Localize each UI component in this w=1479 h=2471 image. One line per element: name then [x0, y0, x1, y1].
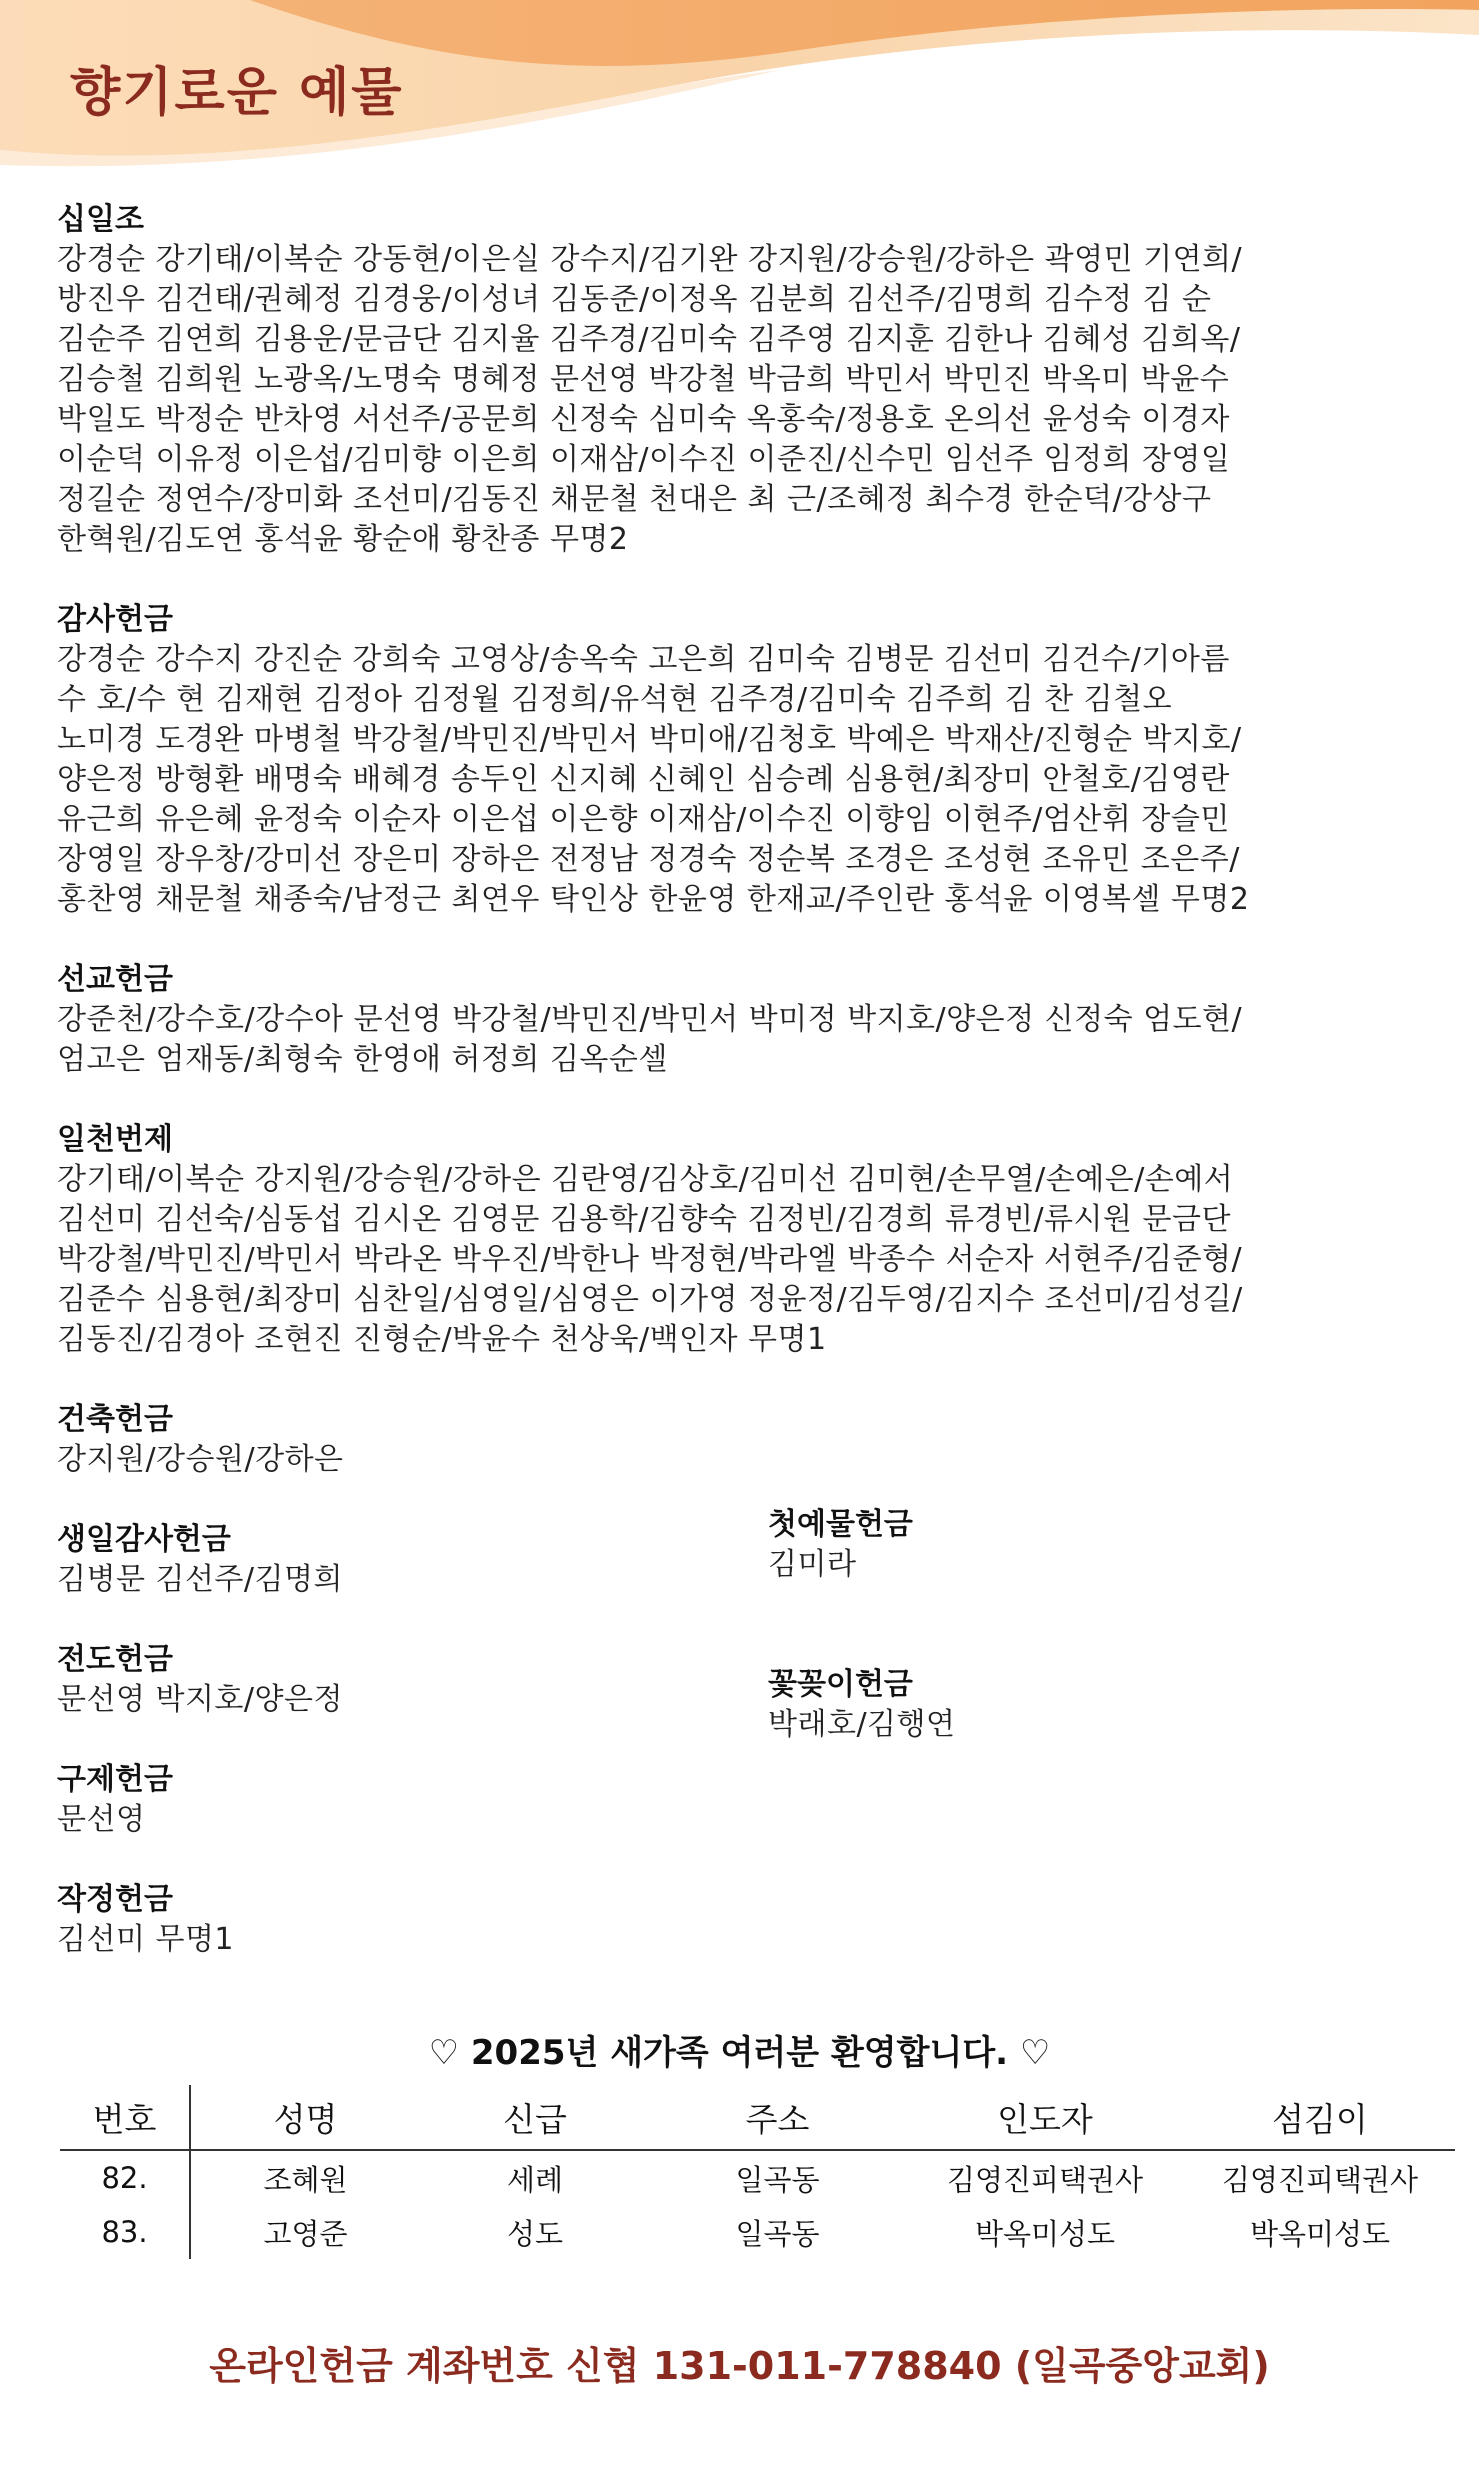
- name-line: 양은정 방형환 배명숙 배혜경 송두인 신지혜 신혜인 심승례 심용현/최장미 안철호/김영란: [57, 762, 1230, 797]
- section-title: 구제헌금: [57, 1762, 173, 1797]
- name-line: 강경순 강수지 강진순 강희숙 고영상/송옥숙 고은희 김미숙 김병문 김선미 김건수/기아름: [57, 642, 1230, 677]
- name-line: 김병문 김선주/김명희: [57, 1562, 343, 1597]
- name-line: 엄고은 엄재동/최형숙 한영애 허정희 김옥순셀: [57, 1042, 668, 1077]
- section-title: 감사헌금: [57, 602, 173, 637]
- cell-address: 일곡동: [735, 2162, 820, 2197]
- name-line: 강경순 강기태/이복순 강동현/이은실 강수지/김기완 강지원/강승원/강하은 곽영민 기연희/: [57, 242, 1243, 277]
- name-line: 정길순 정연수/장미화 조선미/김동진 채문철 천대은 최 근/조혜정 최수경 한순덕/강상구: [57, 482, 1212, 517]
- section-title: 건축헌금: [57, 1402, 173, 1437]
- section-title: 일천번제: [57, 1122, 173, 1157]
- section-birthday: [57, 1520, 343, 1600]
- name-line: 유근희 유은혜 윤정숙 이순자 이은섭 이은향 이재삼/이수진 이향임 이현주/엄산휘 장슬민: [57, 802, 1230, 837]
- section-title: 전도헌금: [57, 1642, 173, 1677]
- table-header-row: [60, 2085, 1455, 2150]
- section-title: 작정헌금: [57, 1882, 173, 1917]
- section-title: 십일조: [57, 202, 144, 237]
- cell-address: 일곡동: [735, 2216, 820, 2251]
- cell-rank: 성도: [506, 2216, 564, 2251]
- name-line: 홍찬영 채문철 채종숙/남정근 최연우 탁인상 한윤영 한재교/주인란 홍석윤 이영복셀 무명2: [57, 882, 1250, 917]
- section-title: 꽃꽂이헌금: [768, 1667, 913, 1702]
- name-line: 노미경 도경완 마병철 박강철/박민진/박민서 박미애/김청호 박예은 박재산/진형순 박지호/: [57, 722, 1242, 757]
- column-header: 번호: [60, 2085, 190, 2150]
- cell-name: 고영준: [263, 2216, 348, 2251]
- section-thanks: [57, 600, 1249, 920]
- section-title: 생일감사헌금: [57, 1522, 231, 1557]
- cell-caretaker: 김영진피택권사: [1221, 2162, 1419, 2197]
- name-line: 김준수 심용현/최장미 심찬일/심영일/심영은 이가영 정윤정/김두영/김지수 조선미/김성길/: [57, 1282, 1243, 1317]
- section-resolution: [57, 1880, 234, 1960]
- name-line: 김순주 김연희 김용운/문금단 김지율 김주경/김미숙 김주영 김지훈 김한나 김혜성 김희옥/: [57, 322, 1241, 357]
- cell-guide: 김영진피택권사: [946, 2162, 1144, 2197]
- name-line: 박강철/박민진/박민서 박라온 박우진/박한나 박정현/박라엘 박종수 서순자 서현주/김준형/: [57, 1242, 1243, 1277]
- cell-number: 82.: [60, 2150, 190, 2205]
- column-header: 신급: [420, 2085, 650, 2150]
- newcomer-table: [60, 2085, 1455, 2259]
- section-relief: [57, 1760, 173, 1840]
- column-header: 주소: [650, 2085, 905, 2150]
- name-line: 문선영: [57, 1802, 146, 1837]
- name-line: 한혁원/김도연 홍석윤 황순애 황찬종 무명2: [57, 522, 629, 557]
- section-mission: [57, 960, 1242, 1080]
- name-line: 문선영 박지호/양은정: [57, 1682, 343, 1717]
- section-title: 첫예물헌금: [768, 1507, 913, 1542]
- name-line: 수 호/수 현 김재현 김정아 김정월 김정희/유석현 김주경/김미숙 김주희 김 찬 김철오: [57, 682, 1173, 717]
- column-header: 인도자: [905, 2085, 1185, 2150]
- table-row: [60, 2150, 1455, 2205]
- name-line: 김승철 김희원 노광옥/노명숙 명혜정 문선영 박강철 박금희 박민서 박민진 박옥미 박윤수: [57, 362, 1230, 397]
- name-line: 장영일 장우창/강미선 장은미 장하은 전정남 정경숙 정순복 조경은 조성현 조유민 조은주/: [57, 842, 1240, 877]
- cell-rank: 세례: [506, 2162, 564, 2197]
- page-title: 향기로운 예물: [70, 63, 404, 123]
- table-row: [60, 2205, 1455, 2259]
- section-flower: [768, 1665, 956, 1745]
- name-line: 강기태/이복순 강지원/강승원/강하은 김란영/김상호/김미선 김미현/손무열/손예은/손예서: [57, 1162, 1234, 1197]
- name-line: 박래호/김행연: [768, 1707, 956, 1742]
- name-line: 박일도 박정순 반차영 서선주/공문희 신정숙 심미숙 옥홍숙/정용호 온의선 윤성숙 이경자: [57, 402, 1230, 437]
- name-line: 김미라: [768, 1547, 857, 1582]
- section-tithe: [57, 200, 1242, 560]
- name-line: 이순덕 이유정 이은섭/김미향 이은희 이재삼/이수진 이준진/신수민 임선주 임정희 장영일: [57, 442, 1231, 477]
- section-title: 선교헌금: [57, 962, 173, 997]
- cell-name: 조혜원: [263, 2162, 348, 2197]
- section-first-gift: [768, 1505, 913, 1585]
- online-offering-account: 온라인헌금 계좌번호 신협 131-011-778840 (일곡중앙교회): [209, 2344, 1270, 2388]
- name-line: 김선미 무명1: [57, 1922, 235, 1957]
- name-line: 강지원/강승원/강하은: [57, 1442, 344, 1477]
- name-line: 강준천/강수호/강수아 문선영 박강철/박민진/박민서 박미정 박지호/양은정 신정숙 엄도현/: [57, 1002, 1243, 1037]
- name-line: 김선미 김선숙/심동섭 김시온 김영문 김용학/김향숙 김정빈/김경희 류경빈/류시원 문금단: [57, 1202, 1231, 1237]
- welcome-heading: ♡ 2025년 새가족 여러분 환영합니다. ♡: [428, 2033, 1051, 2073]
- column-header: 성명: [190, 2085, 420, 2150]
- name-line: 김동진/김경아 조현진 진형순/박윤수 천상욱/백인자 무명1: [57, 1322, 827, 1357]
- section-thousand: [57, 1120, 1243, 1360]
- cell-caretaker: 박옥미성도: [1249, 2216, 1391, 2251]
- column-header: 섬김이: [1185, 2085, 1455, 2150]
- cell-guide: 박옥미성도: [974, 2216, 1116, 2251]
- cell-number: 83.: [60, 2205, 190, 2259]
- section-building: [57, 1400, 344, 1480]
- section-evangelism: [57, 1640, 343, 1720]
- name-line: 방진우 김건태/권혜정 김경웅/이성녀 김동준/이정옥 김분희 김선주/김명희 김수정 김 순: [57, 282, 1212, 317]
